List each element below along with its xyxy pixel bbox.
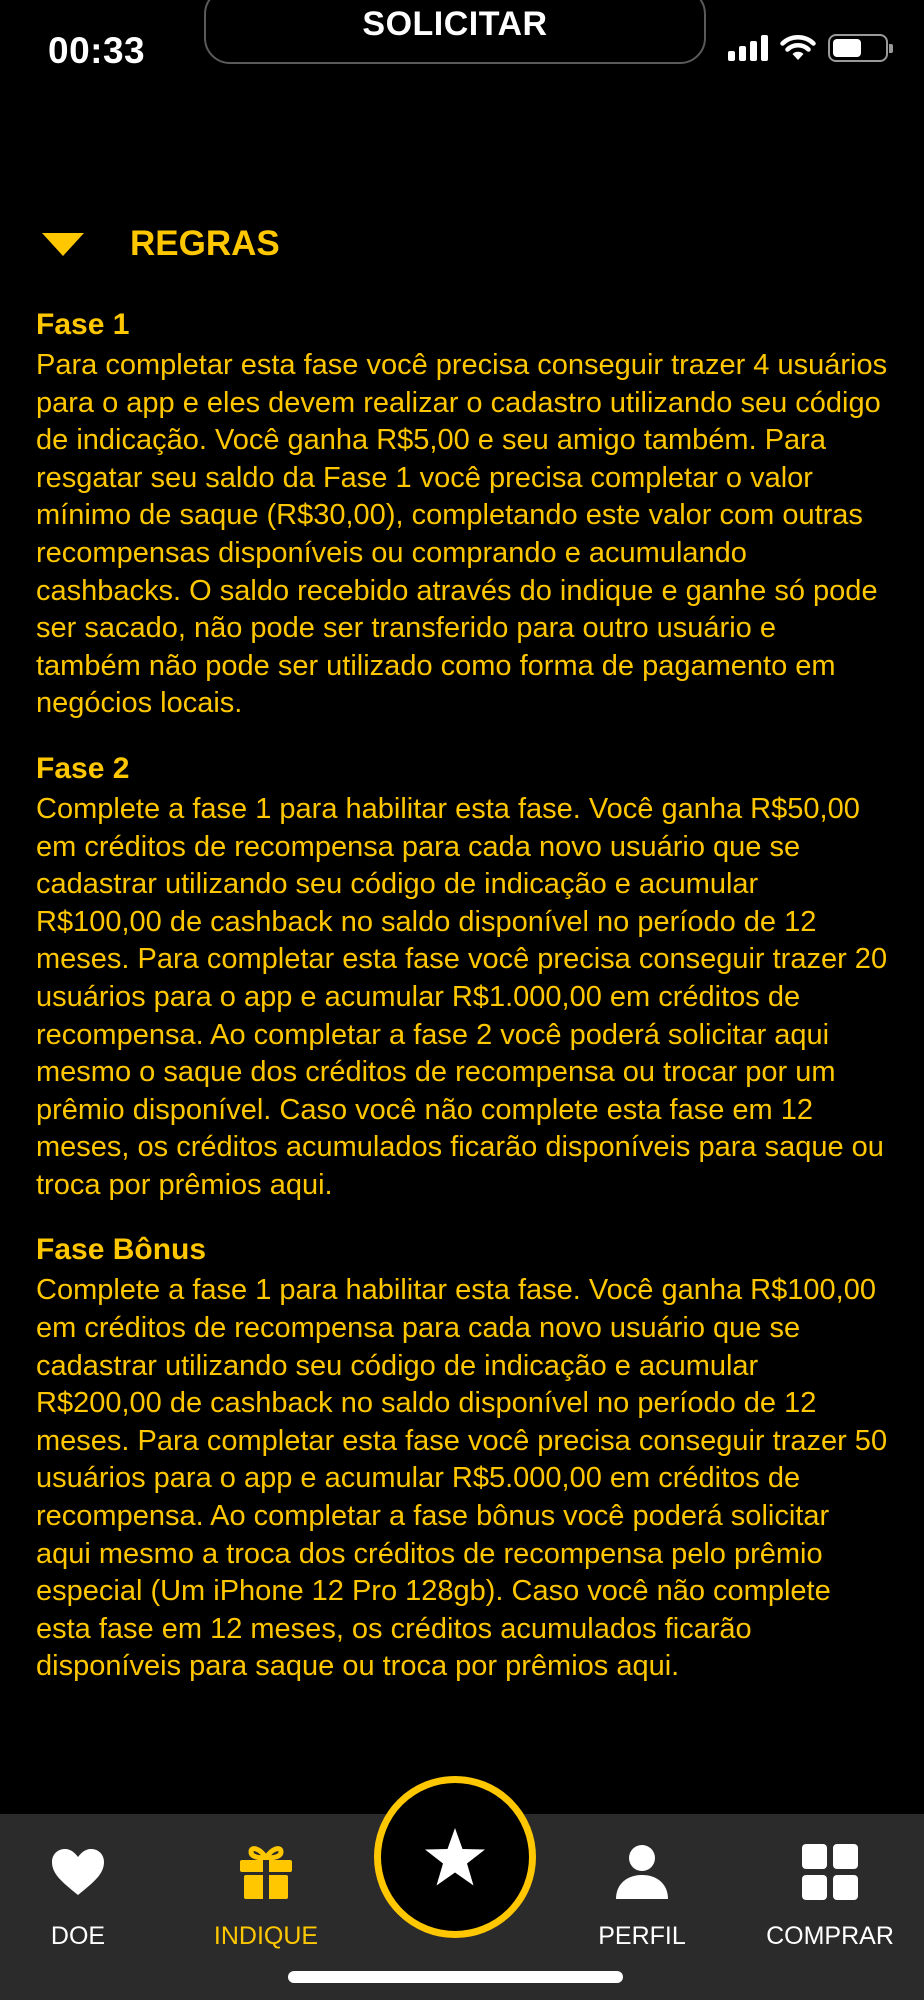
tab-indique-label: INDIQUE (213, 1922, 319, 1950)
wifi-icon (780, 34, 816, 62)
solicitar-button[interactable] (204, 0, 706, 64)
tab-indique[interactable] (176, 1814, 356, 1964)
tab-doe-label: DOE (50, 1922, 106, 1950)
home-indicator[interactable] (288, 1971, 623, 1983)
tab-perfil[interactable] (552, 1814, 732, 1964)
phase-section (36, 1228, 888, 1686)
rules-toggle[interactable] (42, 224, 280, 264)
solicitar-label: SOLICITAR (362, 5, 548, 43)
phase-section (36, 747, 888, 1205)
gift-icon (239, 1844, 293, 1900)
battery-icon (828, 34, 888, 62)
rules-title: REGRAS (130, 224, 280, 263)
phase-title: Fase 2 (36, 751, 130, 785)
status-time: 00:33 (48, 30, 146, 71)
phase-text: Para completar esta fase você precisa conseguir trazer 4 usuários para o app e eles devem realizar o cadastro utilizando seu código de indicação. Você ganha R$5,00 e seu amigo também. Para resgatar seu saldo da Fase 1 você precisa completar o valor mínimo de saque (R$30,00), completando este valor com outras recompensas disponíveis ou comprando e acumulando cashbacks. O saldo recebido através do indique e ganhe só pode ser sacado, não pode ser transferido para outro usuário e também não pode ser utilizado como forma de pagamento em negócios locais. (36, 349, 888, 720)
grid-icon (802, 1844, 858, 1900)
tab-doe[interactable] (0, 1814, 168, 1964)
phase-text: Complete a fase 1 para habilitar esta fase. Você ganha R$100,00 em créditos de recompensa para cada novo usuário que se cadastrar utilizando seu código de indicação e acumular R$200,00 de cashback no saldo disponível no período de 12 meses. Para completar esta fase você precisa conseguir trazer 50 usuários para o app e acumular R$5.000,00 em créditos de recompensa. Ao completar a fase bônus você poderá solicitar aqui mesmo a troca dos créditos de recompensa pelo prêmio especial (Um iPhone 12 Pro 128gb). Caso você não complete esta fase em 12 meses, os créditos acumulados ficarão disponíveis para saque ou troca por prêmios aqui. (36, 1274, 888, 1683)
cellular-signal-icon (728, 35, 768, 61)
tab-comprar[interactable] (740, 1814, 920, 1964)
center-star-button[interactable] (374, 1776, 536, 1938)
rules-content (36, 303, 888, 1710)
person-icon (615, 1844, 669, 1900)
phase-title: Fase Bônus (36, 1233, 207, 1267)
tab-comprar-label: COMPRAR (766, 1922, 894, 1950)
triangle-down-icon (42, 233, 84, 256)
tab-perfil-label: PERFIL (598, 1922, 686, 1950)
phase-text: Complete a fase 1 para habilitar esta fase. Você ganha R$50,00 em créditos de recompensa para cada novo usuário que se cadastrar utilizando seu código de indicação e acumular R$100,00 de cashback no saldo disponível no período de 12 meses. Para completar esta fase você precisa conseguir trazer 20 usuários para o app e acumular R$1.000,00 em créditos de recompensa. Ao completar a fase 2 você poderá solicitar aqui mesmo o saque dos créditos de recompensa ou trocar por um prêmio disponível. Caso você não complete esta fase em 12 meses, os créditos acumulados ficarão disponíveis para saque ou troca por prêmios aqui. (36, 792, 888, 1201)
phase-section (36, 303, 888, 723)
heart-icon (50, 1847, 106, 1897)
star-icon (424, 1827, 486, 1887)
status-icons (728, 34, 888, 62)
phase-title: Fase 1 (36, 308, 130, 341)
